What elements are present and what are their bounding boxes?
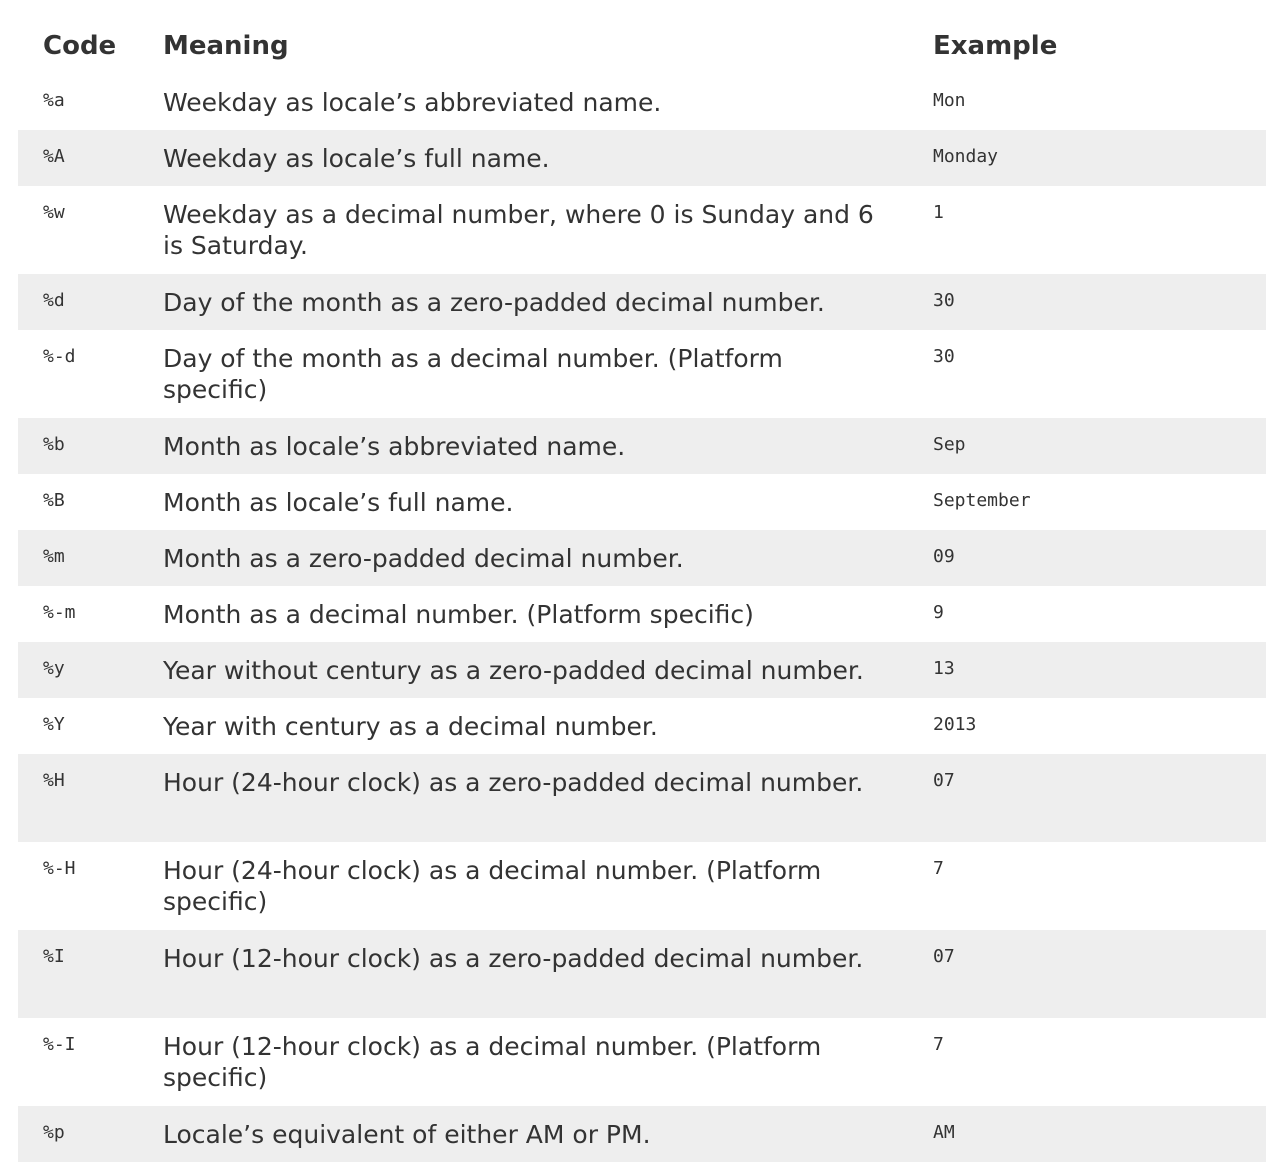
cell-example: 9 xyxy=(933,602,944,623)
cell-meaning: Hour (24-hour clock) as a decimal number. (Platform specific) xyxy=(163,856,822,916)
cell-example: 7 xyxy=(933,1034,944,1055)
cell-meaning: Weekday as a decimal number, where 0 is Sunday and 6 is Saturday. xyxy=(163,200,874,260)
cell-meaning: Month as a decimal number. (Platform specific) xyxy=(163,600,754,629)
cell-meaning: Hour (24-hour clock) as a zero-padded decimal number. xyxy=(163,768,864,797)
cell-example: 30 xyxy=(933,346,955,367)
cell-code: %-I xyxy=(43,1034,76,1055)
header-meaning: Meaning xyxy=(163,31,289,61)
cell-code: %p xyxy=(43,1122,65,1143)
cell-meaning: Hour (12-hour clock) as a zero-padded decimal number. xyxy=(163,944,864,973)
table-row xyxy=(18,754,1266,842)
cell-example: 1 xyxy=(933,202,944,223)
format-codes-table-wrapper xyxy=(18,18,1266,1162)
table-row xyxy=(18,930,1266,1018)
cell-example: 7 xyxy=(933,858,944,879)
table-row xyxy=(18,642,1266,698)
cell-meaning: Locale’s equivalent of either AM or PM. xyxy=(163,1120,651,1149)
cell-code: %w xyxy=(43,202,65,223)
cell-code: %H xyxy=(43,770,65,791)
cell-meaning: Year without century as a zero-padded decimal number. xyxy=(163,656,864,685)
cell-example: 13 xyxy=(933,658,955,679)
table-row xyxy=(18,698,1266,754)
cell-meaning: Hour (12-hour clock) as a decimal number. (Platform specific) xyxy=(163,1032,822,1092)
cell-code: %I xyxy=(43,946,65,967)
table-header-row xyxy=(18,18,1266,74)
cell-example: 09 xyxy=(933,546,955,567)
cell-code: %-m xyxy=(43,602,76,623)
table-row xyxy=(18,274,1266,330)
table-row xyxy=(18,1018,1266,1106)
cell-example: Monday xyxy=(933,146,999,167)
cell-example: 30 xyxy=(933,290,955,311)
cell-meaning: Weekday as locale’s full name. xyxy=(163,144,550,173)
table-row xyxy=(18,130,1266,186)
cell-example: 07 xyxy=(933,770,955,791)
format-codes-table xyxy=(18,18,1266,1162)
table-row xyxy=(18,474,1266,530)
cell-code: %d xyxy=(43,290,65,311)
cell-meaning: Day of the month as a zero-padded decimal number. xyxy=(163,288,825,317)
table-row xyxy=(18,586,1266,642)
cell-meaning: Month as locale’s full name. xyxy=(163,488,514,517)
table-row xyxy=(18,1106,1266,1162)
cell-example: Mon xyxy=(933,90,966,111)
header-example: Example xyxy=(933,31,1058,61)
table-row xyxy=(18,330,1266,418)
header-code: Code xyxy=(43,31,117,61)
cell-example: 07 xyxy=(933,946,955,967)
table-row xyxy=(18,74,1266,130)
cell-code: %-d xyxy=(43,346,76,367)
cell-meaning: Day of the month as a decimal number. (Platform specific) xyxy=(163,344,783,404)
cell-example: AM xyxy=(933,1122,955,1143)
cell-code: %A xyxy=(43,146,65,167)
table-row xyxy=(18,530,1266,586)
cell-code: %-H xyxy=(43,858,76,879)
cell-code: %Y xyxy=(43,714,65,735)
cell-meaning: Month as locale’s abbreviated name. xyxy=(163,432,626,461)
table-row xyxy=(18,842,1266,930)
cell-code: %B xyxy=(43,490,65,511)
cell-code: %m xyxy=(43,546,65,567)
cell-example: September xyxy=(933,490,1031,511)
table-row xyxy=(18,186,1266,274)
cell-code: %b xyxy=(43,434,65,455)
cell-example: Sep xyxy=(933,434,966,455)
cell-example: 2013 xyxy=(933,714,977,735)
cell-meaning: Year with century as a decimal number. xyxy=(163,712,658,741)
cell-meaning: Month as a zero-padded decimal number. xyxy=(163,544,684,573)
cell-code: %a xyxy=(43,90,65,111)
cell-code: %y xyxy=(43,658,65,679)
cell-meaning: Weekday as locale’s abbreviated name. xyxy=(163,88,662,117)
table-row xyxy=(18,418,1266,474)
